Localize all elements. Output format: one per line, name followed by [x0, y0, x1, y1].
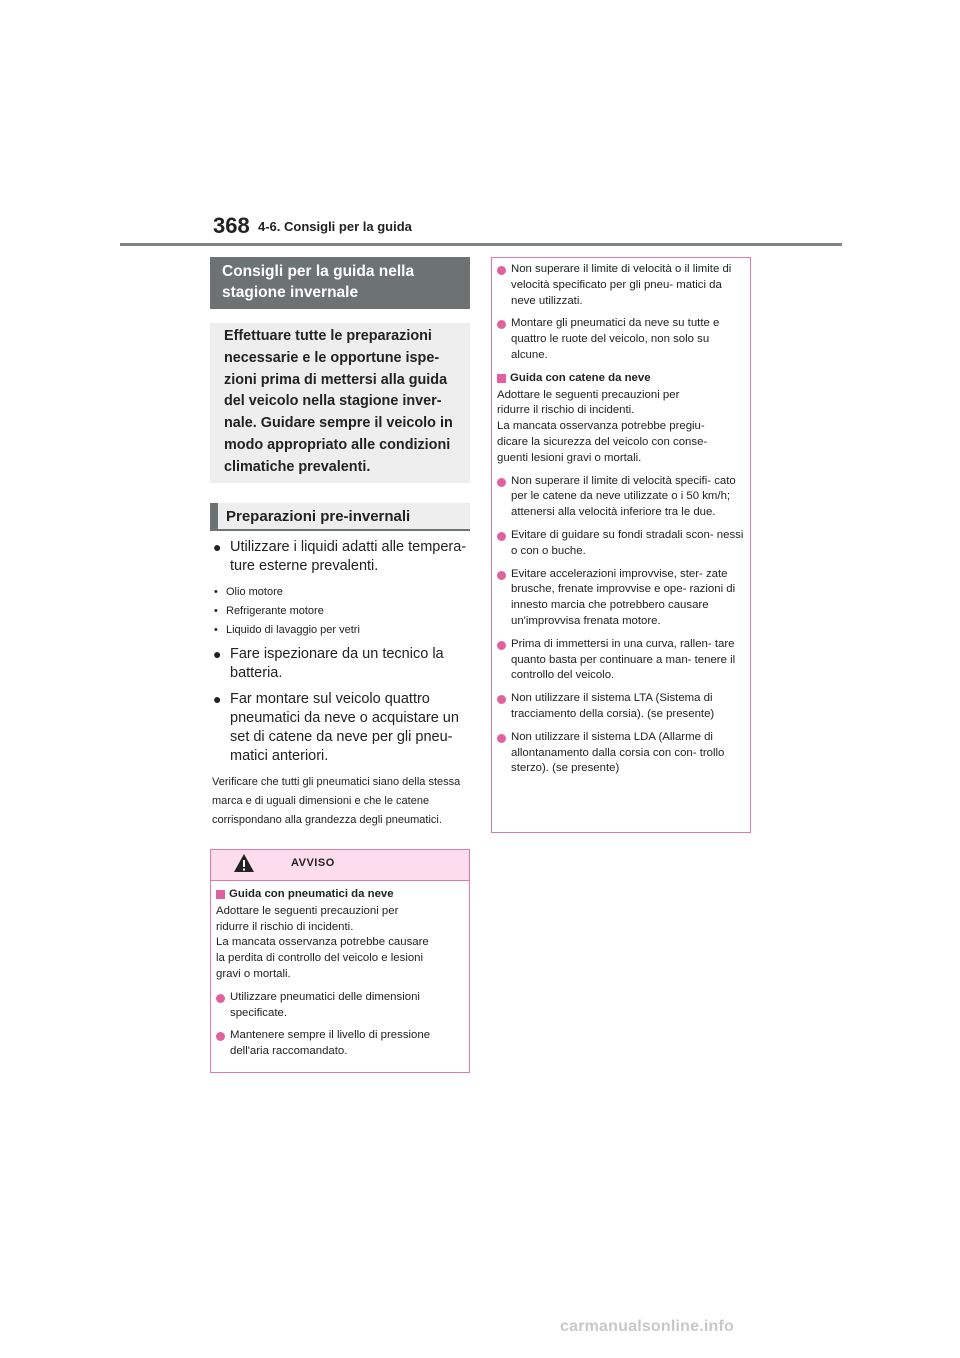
fluids-list [212, 583, 470, 640]
pink-bullet-icon [497, 695, 506, 704]
preparations-list [212, 538, 470, 830]
warning-item: Non superare il limite di velocità specifi- cato per le catene da neve utilizzate o i 50 km/h; attenersi alla velocità inferiore tra le due. [497, 474, 745, 521]
fluid-item: • Refrigerante motore [212, 602, 470, 621]
pink-bullet-icon [497, 734, 506, 743]
fluid-item: • Liquido di lavaggio per vetri [212, 621, 470, 640]
warning-paragraph: Adottare le seguenti precauzioni per ridurre il rischio di incidenti. La mancata osservanza potrebbe pregiu- dicare la sicurezza del veicolo con conse- guenti lesioni gravi o mortali. [497, 388, 708, 464]
tyre-note: Verificare che tutti gli pneumatici siano della stessa marca e di uguali dimensioni e che le catene corrispondano alla grandezza degli pneumatici. [212, 776, 461, 826]
intro-box [210, 323, 470, 483]
intro-line: climatiche prevalenti. [224, 458, 371, 475]
watermark: carmanualsonline.info [560, 1318, 735, 1335]
warning-label: AVVISO [291, 857, 335, 869]
warning-heading: Guida con catene da neve [497, 371, 745, 387]
square-bullet-icon [497, 374, 506, 383]
fluid-item: • Olio motore [212, 583, 470, 602]
warning-continued-box [491, 257, 751, 833]
intro-line: nale. Guidare sempre il veicolo in [224, 415, 453, 432]
subheading: Preparazioni pre-invernali [210, 503, 470, 531]
page-number: 368 [213, 213, 250, 238]
pink-bullet-icon [216, 994, 225, 1003]
warning-item: Mantenere sempre il livello di pressione dell'aria raccomandato. [216, 1028, 464, 1060]
warning-box [210, 849, 470, 1073]
bullet-icon: ● [213, 691, 222, 707]
bullet-icon: ● [213, 539, 222, 555]
warning-item: Prima di immettersi in una curva, rallen- tare quanto basta per continuare a man- tenere il controllo del veicolo. [497, 637, 745, 684]
section-reference: 4-6. Consigli per la guida [258, 219, 412, 234]
warning-header [211, 850, 469, 881]
banner-line: stagione invernale [222, 284, 359, 301]
warning-item: Non utilizzare il sistema LTA (Sistema di tracciamento della corsia). (se presente) [497, 691, 745, 723]
square-bullet-icon [216, 890, 225, 899]
warning-item: Evitare accelerazioni improvvise, ster- zate brusche, frenate improvvise e ope- razioni di innesto marcia che potrebbero causare un'improvvisa frenata motore. [497, 567, 745, 630]
pink-bullet-icon [497, 266, 506, 275]
pink-bullet-icon [497, 320, 506, 329]
pink-bullet-icon [497, 478, 506, 487]
intro-line: necessarie e le opportune ispe- [224, 349, 440, 366]
warning-item: Evitare di guidare su fondi stradali scon- nessi o con o buche. [497, 528, 745, 560]
bullet-icon: ● [213, 646, 222, 662]
list-item: ● Utilizzare i liquidi adatti alle tempera- ture esterne prevalenti. [213, 539, 467, 574]
warning-heading: Guida con pneumatici da neve [216, 887, 464, 903]
banner-line: Consigli per la guida nella [222, 263, 415, 280]
warning-body [211, 881, 469, 1060]
list-item: ● Far montare sul veicolo quattro pneumatici da neve o acquistare un set di catene da neve per gli pneu- matici anteriori. [213, 691, 459, 764]
intro-line: modo appropriato alle condizioni [224, 436, 451, 453]
pink-bullet-icon [497, 532, 506, 541]
warning-item: Non utilizzare il sistema LDA (Allarme di allontanamento dalla corsia con con- trollo sterzo). (se presente) [497, 730, 745, 777]
header-rule [120, 243, 842, 246]
warning-item: Non superare il limite di velocità o il limite di velocità specificato per gli pneu- matici da neve utilizzati. [497, 262, 745, 309]
warning-item: Utilizzare pneumatici delle dimensioni specificate. [216, 990, 464, 1022]
section-banner [210, 257, 470, 309]
pink-bullet-icon [497, 641, 506, 650]
intro-line: del veicolo nella stagione inver- [224, 393, 442, 410]
list-item: ● Fare ispezionare da un tecnico la batteria. [213, 646, 444, 681]
intro-line: zioni prima di mettersi alla guida [224, 371, 448, 388]
intro-line: Effettuare tutte le preparazioni [224, 328, 432, 344]
warning-paragraph: Adottare le seguenti precauzioni per ridurre il rischio di incidenti. La mancata osservanza potrebbe causare la perdita di controllo del veicolo e lesioni gravi o mortali. [216, 904, 429, 980]
warning-item: Montare gli pneumatici da neve su tutte e quattro le ruote del veicolo, non solo su alcune. [497, 316, 745, 363]
pink-bullet-icon [497, 571, 506, 580]
pink-bullet-icon [216, 1032, 225, 1041]
warning-triangle-icon [233, 853, 255, 873]
